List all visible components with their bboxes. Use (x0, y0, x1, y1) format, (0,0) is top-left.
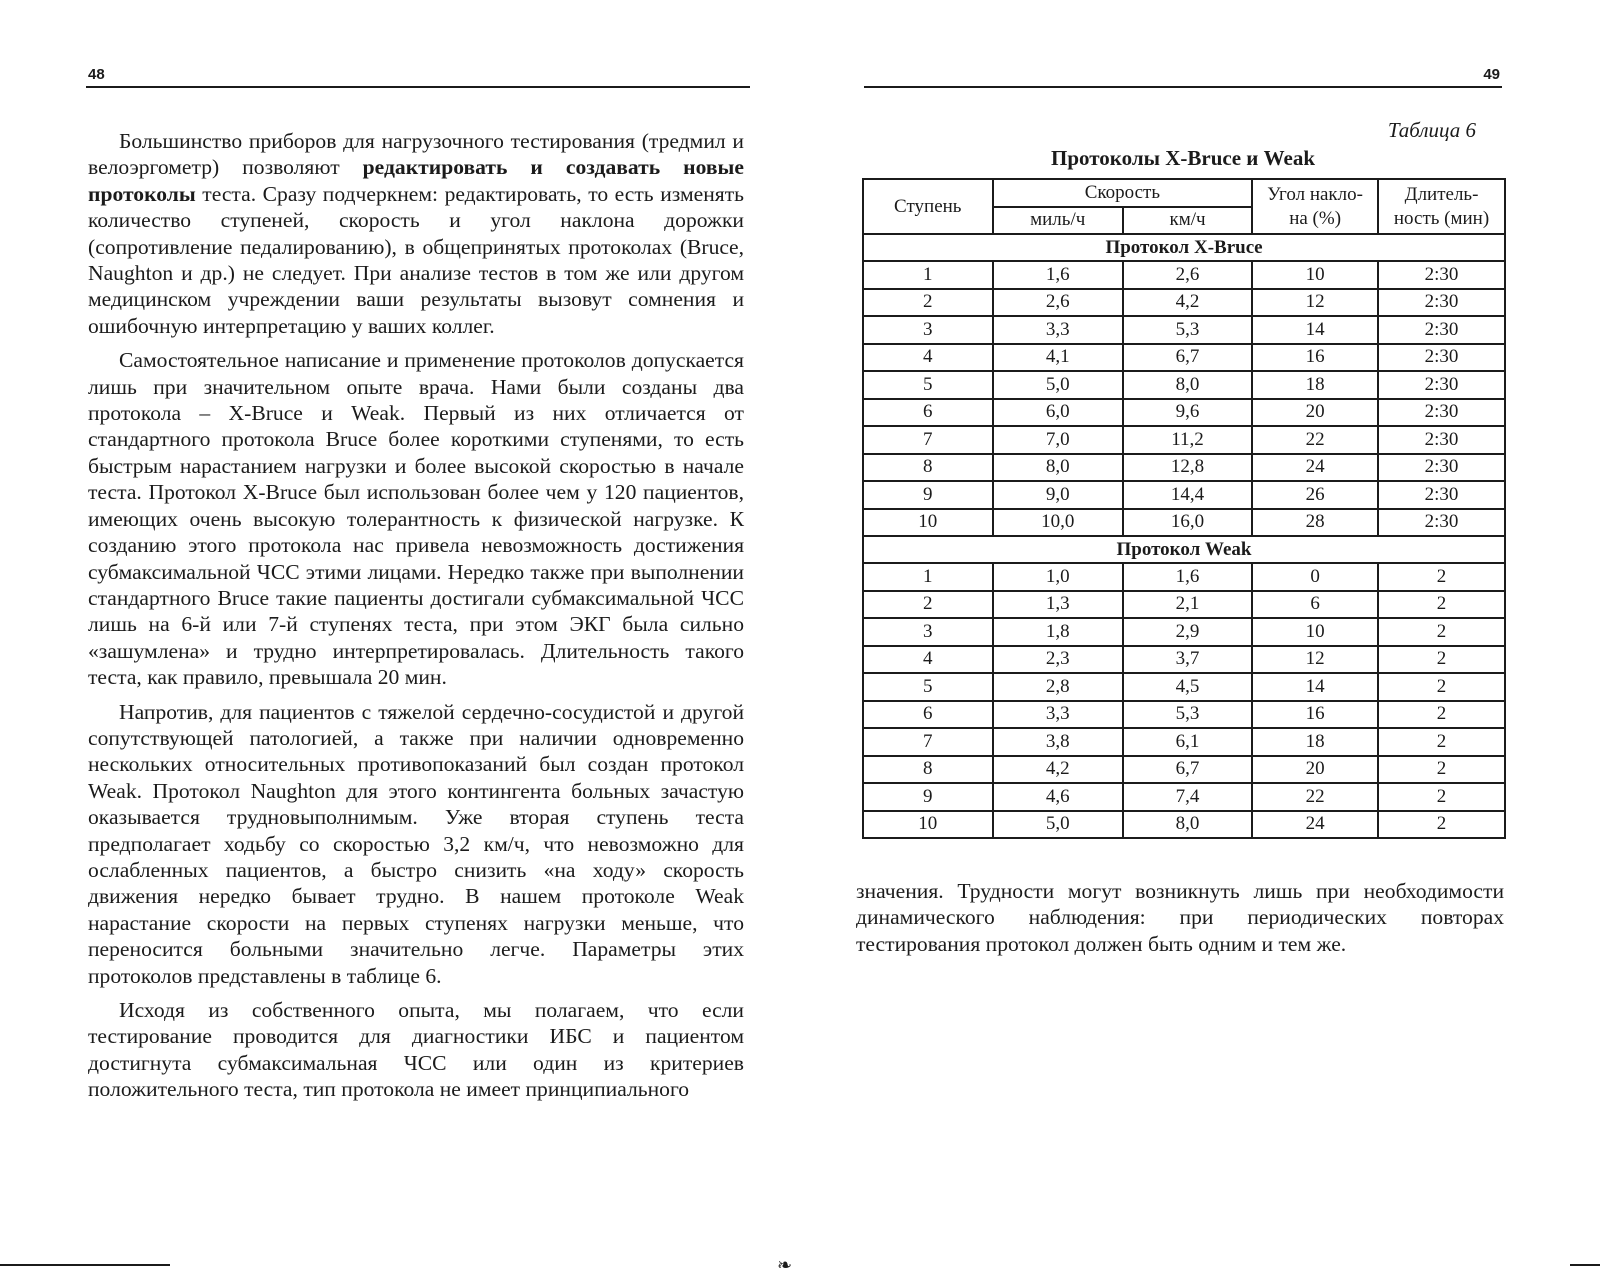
mph-cell: 2,6 (993, 289, 1123, 317)
duration-cell: 2:30 (1378, 454, 1505, 482)
mph-cell: 7,0 (993, 426, 1123, 454)
duration-cell: 2 (1378, 756, 1505, 784)
kmh-cell: 9,6 (1123, 399, 1252, 427)
kmh-cell: 1,6 (1123, 563, 1252, 591)
stage-cell: 6 (863, 399, 993, 427)
table-row (863, 811, 1505, 839)
mph-cell: 10,0 (993, 509, 1123, 537)
table-row (863, 316, 1505, 344)
bottom-ornament-icon: ❧ (777, 1255, 793, 1275)
duration-cell: 2:30 (1378, 316, 1505, 344)
table-header-row (863, 179, 1505, 207)
kmh-cell: 6,7 (1123, 344, 1252, 372)
table-caption: Таблица 6 (1387, 118, 1476, 142)
left-body-text (88, 128, 744, 1111)
angle-cell: 12 (1252, 289, 1378, 317)
header-rule-right (864, 86, 1502, 88)
duration-cell: 2 (1378, 783, 1505, 811)
stage-cell: 3 (863, 316, 993, 344)
stage-cell: 6 (863, 701, 993, 729)
kmh-cell: 2,1 (1123, 591, 1252, 619)
angle-cell: 12 (1252, 646, 1378, 674)
mph-cell: 1,6 (993, 261, 1123, 289)
stage-cell: 1 (863, 563, 993, 591)
stage-cell: 2 (863, 591, 993, 619)
stage-cell: 8 (863, 756, 993, 784)
duration-cell: 2 (1378, 701, 1505, 729)
header-mph: миль/ч (993, 207, 1123, 235)
stage-cell: 5 (863, 673, 993, 701)
table-row (863, 454, 1505, 482)
page-number-right: 49 (1483, 66, 1500, 83)
duration-cell: 2:30 (1378, 399, 1505, 427)
paragraph (88, 997, 744, 1103)
kmh-cell: 6,1 (1123, 728, 1252, 756)
header-angle-text: Угол накло-на (%) (1267, 183, 1363, 229)
angle-cell: 24 (1252, 811, 1378, 839)
mph-cell: 2,3 (993, 646, 1123, 674)
angle-cell: 18 (1252, 728, 1378, 756)
stage-cell: 3 (863, 618, 993, 646)
angle-cell: 0 (1252, 563, 1378, 591)
stage-cell: 10 (863, 811, 993, 839)
table-row (863, 673, 1505, 701)
table-row (863, 563, 1505, 591)
header-speed: Скорость (993, 179, 1253, 207)
mph-cell: 8,0 (993, 454, 1123, 482)
protocols-table (862, 178, 1506, 839)
kmh-cell: 4,5 (1123, 673, 1252, 701)
section-header-row (863, 234, 1505, 261)
angle-cell: 16 (1252, 344, 1378, 372)
page-number-left: 48 (88, 66, 105, 83)
angle-cell: 6 (1252, 591, 1378, 619)
kmh-cell: 16,0 (1123, 509, 1252, 537)
duration-cell: 2 (1378, 811, 1505, 839)
kmh-cell: 7,4 (1123, 783, 1252, 811)
mph-cell: 1,3 (993, 591, 1123, 619)
mph-cell: 3,3 (993, 701, 1123, 729)
kmh-cell: 8,0 (1123, 371, 1252, 399)
table-row (863, 618, 1505, 646)
kmh-cell: 2,9 (1123, 618, 1252, 646)
stage-cell: 10 (863, 509, 993, 537)
kmh-cell: 5,3 (1123, 701, 1252, 729)
table-row (863, 646, 1505, 674)
mph-cell: 6,0 (993, 399, 1123, 427)
kmh-cell: 3,7 (1123, 646, 1252, 674)
duration-cell: 2 (1378, 646, 1505, 674)
text-run: Большинство приборов для нагрузочного тестирования (тредмил и велоэргометр) позволяют (88, 129, 744, 180)
duration-cell: 2 (1378, 591, 1505, 619)
angle-cell: 22 (1252, 783, 1378, 811)
kmh-cell: 8,0 (1123, 811, 1252, 839)
text-run: теста. Сразу подчеркнем: редактировать, то есть изменять количество ступеней, скорость и угол наклона дорожки (сопротивление педалированию), в общепринятых протоколах (Bruce, Naughton и др.) не следует. При анализе тестов в том же или другом медицинском учреждении ваши результаты вызовут сомнения и ошибочную интерпретацию у ваших коллег. (88, 181, 744, 338)
angle-cell: 28 (1252, 509, 1378, 537)
table-row (863, 481, 1505, 509)
bold-text: редактировать и создавать новые протоколы (88, 155, 744, 206)
stage-cell: 4 (863, 646, 993, 674)
stage-cell: 5 (863, 371, 993, 399)
header-rule-left (86, 86, 750, 88)
duration-cell: 2 (1378, 618, 1505, 646)
table-row (863, 591, 1505, 619)
angle-cell: 10 (1252, 261, 1378, 289)
kmh-cell: 6,7 (1123, 756, 1252, 784)
angle-cell: 20 (1252, 399, 1378, 427)
duration-cell: 2:30 (1378, 344, 1505, 372)
angle-cell: 14 (1252, 316, 1378, 344)
duration-cell: 2 (1378, 673, 1505, 701)
bottom-edge-line-right (1570, 1264, 1600, 1266)
mph-cell: 4,2 (993, 756, 1123, 784)
right-body-text (856, 878, 1504, 957)
header-stage: Ступень (863, 179, 993, 234)
angle-cell: 26 (1252, 481, 1378, 509)
mph-cell: 3,8 (993, 728, 1123, 756)
table-row (863, 426, 1505, 454)
mph-cell: 4,1 (993, 344, 1123, 372)
stage-cell: 9 (863, 783, 993, 811)
kmh-cell: 12,8 (1123, 454, 1252, 482)
section-header-row (863, 536, 1505, 563)
table-title: Протоколы X-Bruce и Weak (1051, 146, 1315, 170)
paragraph (88, 128, 744, 339)
table-row (863, 289, 1505, 317)
duration-cell: 2:30 (1378, 261, 1505, 289)
section-title: Протокол X-Bruce (863, 234, 1505, 261)
table-row (863, 756, 1505, 784)
angle-cell: 24 (1252, 454, 1378, 482)
continuation-paragraph: значения. Трудности могут возникнуть лишь при необходимости динамического наблюдения: при периодических повторах тестирования протокол должен быть одним и тем же. (856, 879, 1504, 956)
header-kmh: км/ч (1123, 207, 1252, 235)
angle-cell: 22 (1252, 426, 1378, 454)
duration-cell: 2:30 (1378, 509, 1505, 537)
angle-cell: 16 (1252, 701, 1378, 729)
kmh-cell: 5,3 (1123, 316, 1252, 344)
stage-cell: 2 (863, 289, 993, 317)
header-duration-text: Длитель-ность (мин) (1393, 183, 1490, 229)
angle-cell: 18 (1252, 371, 1378, 399)
table-row (863, 728, 1505, 756)
kmh-cell: 4,2 (1123, 289, 1252, 317)
text-run: Напротив, для пациентов с тяжелой сердечно-сосудистой и другой сопутствующей патологией, а также при наличии одновременно нескольких относительных противопоказаний был создан протокол Weak. Протокол Naughton для этого контингента больных зачастую оказывается трудновыполнимым. Уже вторая ступень теста предполагает ходьбу со скоростью 3,2 км/ч, что невозможно для ослабленных пациентов, а быстро снизить «на ходу» скорость движения нередко бывает трудно. В нашем протоколе Weak нарастание скорости на первых ступенях нагрузки меньше, что переносится больными значительно легче. Параметры этих протоколов представлены в таблице 6. (88, 699, 744, 988)
duration-cell: 2 (1378, 728, 1505, 756)
kmh-cell: 11,2 (1123, 426, 1252, 454)
mph-cell: 4,6 (993, 783, 1123, 811)
mph-cell: 9,0 (993, 481, 1123, 509)
stage-cell: 8 (863, 454, 993, 482)
duration-cell: 2 (1378, 563, 1505, 591)
stage-cell: 4 (863, 344, 993, 372)
table-body (863, 234, 1505, 838)
angle-cell: 20 (1252, 756, 1378, 784)
kmh-cell: 14,4 (1123, 481, 1252, 509)
table-row (863, 701, 1505, 729)
table-row (863, 509, 1505, 537)
text-run: Исходя из собственного опыта, мы полагаем, что если тестирование проводится для диагностики ИБС и пациентом достигнута субмаксимальная ЧСС или один из критериев положительного теста, тип протокола не имеет принципиального (88, 998, 744, 1102)
mph-cell: 5,0 (993, 371, 1123, 399)
duration-cell: 2:30 (1378, 426, 1505, 454)
duration-cell: 2:30 (1378, 371, 1505, 399)
mph-cell: 2,8 (993, 673, 1123, 701)
bottom-edge-line-left (0, 1264, 170, 1266)
paragraph (88, 347, 744, 690)
stage-cell: 9 (863, 481, 993, 509)
stage-cell: 7 (863, 426, 993, 454)
table-row (863, 344, 1505, 372)
stage-cell: 1 (863, 261, 993, 289)
table-row (863, 261, 1505, 289)
mph-cell: 1,8 (993, 618, 1123, 646)
duration-cell: 2:30 (1378, 481, 1505, 509)
mph-cell: 5,0 (993, 811, 1123, 839)
kmh-cell: 2,6 (1123, 261, 1252, 289)
paragraph (88, 699, 744, 989)
mph-cell: 3,3 (993, 316, 1123, 344)
duration-cell: 2:30 (1378, 289, 1505, 317)
table-row (863, 783, 1505, 811)
table-row (863, 371, 1505, 399)
header-angle (1252, 179, 1378, 234)
text-run: Самостоятельное написание и применение протоколов допускается лишь при значительном опыте врача. Нами были созданы два протокола – X-Bruce и Weak. Первый из них отличается от стандартного протокола Bruce более короткими ступенями, то есть быстрым нарастанием нагрузки и более высокой скоростью в начале теста. Протокол X-Bruce был использован более чем у 120 пациентов, имеющих очень высокую толерантность к физической нагрузке. К созданию этого протокола нас привела невозможность достижения субмаксимальной ЧСС этими лицами. Нередко также при выполнении стандартного Bruce такие пациенты достигали субмаксимальной ЧСС лишь на 6-й или 7-й ступенях теста, при этом ЭКГ была сильно «зашумлена» и трудно интерпретировалась. Длительность такого теста, как правило, превышала 20 мин. (88, 348, 744, 690)
section-title: Протокол Weak (863, 536, 1505, 563)
header-duration (1378, 179, 1505, 234)
mph-cell: 1,0 (993, 563, 1123, 591)
angle-cell: 10 (1252, 618, 1378, 646)
angle-cell: 14 (1252, 673, 1378, 701)
stage-cell: 7 (863, 728, 993, 756)
table-row (863, 399, 1505, 427)
